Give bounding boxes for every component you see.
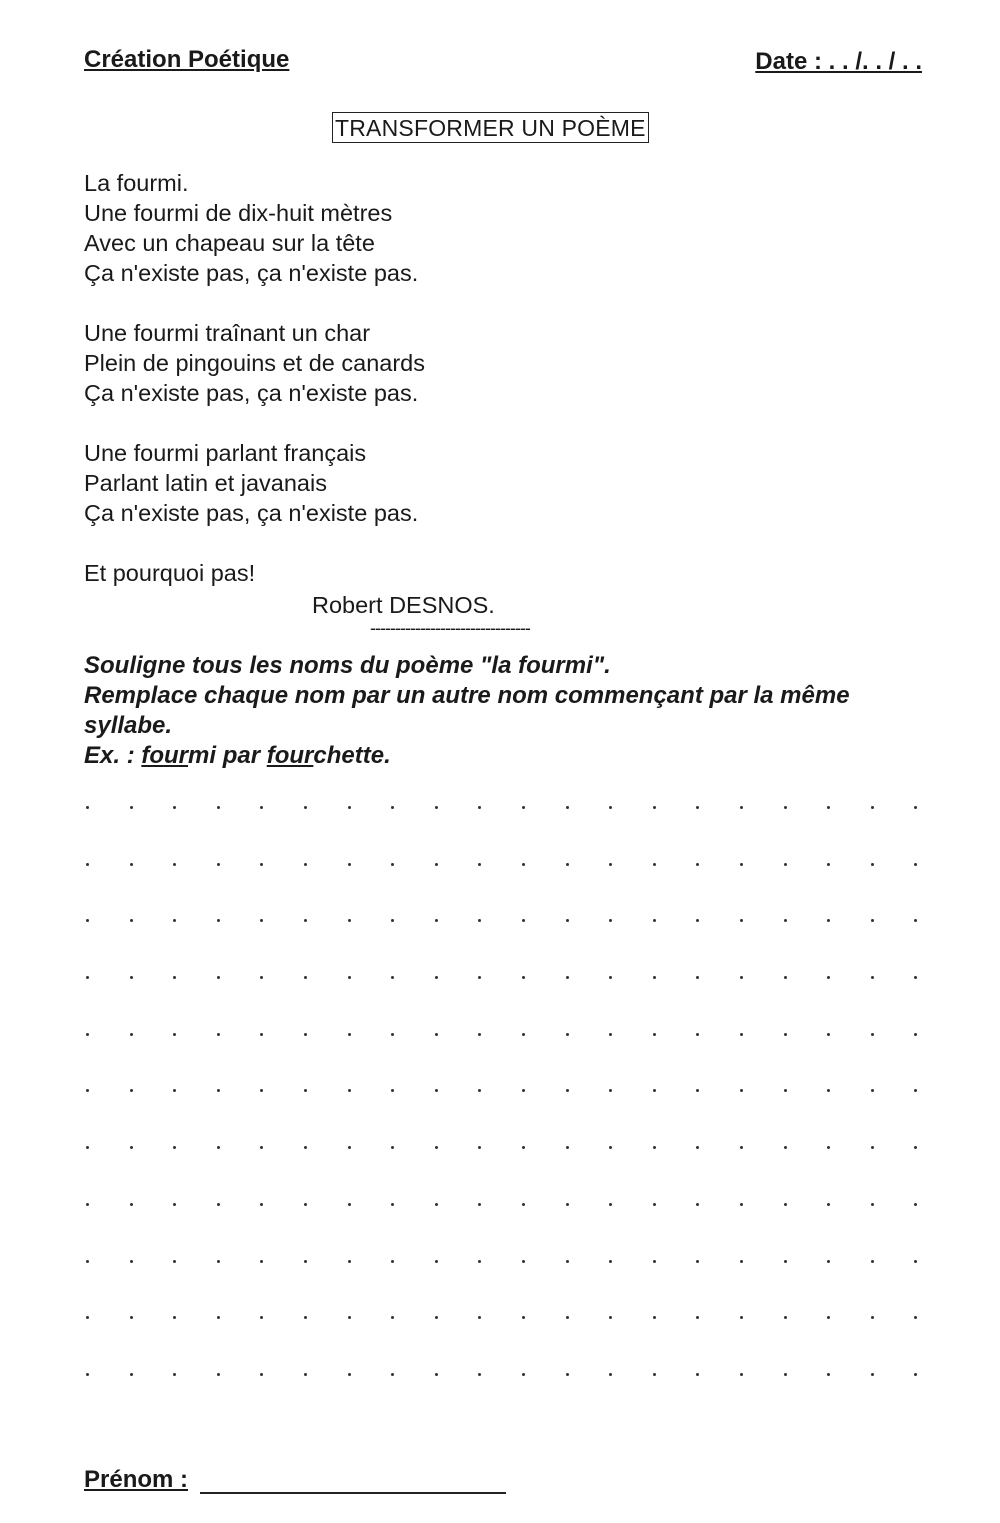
worksheet-title: TRANSFORMER UN POÈME <box>332 112 649 143</box>
dot <box>609 863 612 866</box>
dot <box>86 1203 89 1206</box>
dot <box>566 806 569 809</box>
dot <box>522 1260 525 1263</box>
dot <box>260 1316 263 1319</box>
dot <box>435 1089 438 1092</box>
dot <box>871 806 874 809</box>
dotted-line <box>82 1316 932 1373</box>
dot <box>304 1373 307 1376</box>
dot <box>478 1033 481 1036</box>
dot <box>871 1373 874 1376</box>
dot <box>914 919 917 922</box>
dot <box>260 1203 263 1206</box>
dot <box>784 1373 787 1376</box>
example-syllable: four <box>266 742 314 769</box>
dot <box>435 1316 438 1319</box>
dot <box>566 1033 569 1036</box>
dot <box>653 806 656 809</box>
dot <box>827 1089 830 1092</box>
dot <box>304 1146 307 1149</box>
dot <box>260 863 263 866</box>
dotted-writing-area[interactable] <box>82 806 932 1430</box>
dot <box>391 1033 394 1036</box>
dot <box>740 1203 743 1206</box>
dot <box>784 1203 787 1206</box>
dot <box>784 976 787 979</box>
dot <box>696 806 699 809</box>
dot <box>609 1203 612 1206</box>
dot <box>827 976 830 979</box>
dot <box>130 1146 133 1149</box>
dot <box>304 919 307 922</box>
dot <box>696 1146 699 1149</box>
dot <box>348 1203 351 1206</box>
dot <box>478 1373 481 1376</box>
dot <box>217 1260 220 1263</box>
dot <box>435 976 438 979</box>
dot <box>784 919 787 922</box>
date-field: Date : . . /. . / . . <box>755 48 922 75</box>
dot <box>217 806 220 809</box>
dot <box>653 919 656 922</box>
dot <box>435 1033 438 1036</box>
dot <box>173 1089 176 1092</box>
dotted-line <box>82 1033 932 1090</box>
dot <box>173 863 176 866</box>
dot <box>217 1203 220 1206</box>
dot <box>217 976 220 979</box>
poem-line: Une fourmi traînant un char <box>84 320 371 346</box>
dot <box>260 1033 263 1036</box>
dot <box>391 976 394 979</box>
dot <box>304 976 307 979</box>
dotted-line <box>82 1260 932 1317</box>
poem-author: Robert DESNOS. <box>312 592 495 618</box>
dot <box>260 1146 263 1149</box>
dot <box>914 1146 917 1149</box>
dot <box>653 1203 656 1206</box>
separator-line: -------------------------------- <box>370 618 530 638</box>
dot <box>86 1260 89 1263</box>
dot <box>914 806 917 809</box>
dot <box>348 1316 351 1319</box>
dot <box>740 806 743 809</box>
dot <box>86 1089 89 1092</box>
dot <box>914 1373 917 1376</box>
dot <box>784 1260 787 1263</box>
dot <box>871 1089 874 1092</box>
dot <box>522 1316 525 1319</box>
dot <box>260 919 263 922</box>
dot <box>653 1033 656 1036</box>
dot <box>130 863 133 866</box>
dot <box>566 1146 569 1149</box>
dotted-line <box>82 919 932 976</box>
dot <box>609 1260 612 1263</box>
dot <box>522 863 525 866</box>
dot <box>871 976 874 979</box>
dot <box>871 1203 874 1206</box>
dot <box>653 1316 656 1319</box>
dot <box>522 1089 525 1092</box>
dot <box>696 1260 699 1263</box>
dot <box>696 1316 699 1319</box>
dot <box>391 1316 394 1319</box>
dot <box>609 1089 612 1092</box>
dot <box>391 1146 394 1149</box>
poem-line: Une fourmi de dix-huit mètres <box>84 200 393 226</box>
dot <box>348 976 351 979</box>
dot <box>86 1316 89 1319</box>
dot <box>914 1089 917 1092</box>
instruction-line: Souligne tous les noms du poème "la fourmi". <box>84 652 611 679</box>
dot <box>653 1260 656 1263</box>
dot <box>784 1033 787 1036</box>
dotted-line <box>82 1203 932 1260</box>
dot <box>260 1373 263 1376</box>
dot <box>173 1260 176 1263</box>
dot <box>653 1089 656 1092</box>
dot <box>609 919 612 922</box>
dot <box>348 863 351 866</box>
dot <box>435 806 438 809</box>
dot <box>740 1089 743 1092</box>
poem-line: Et pourquoi pas! <box>84 560 256 586</box>
dot <box>173 976 176 979</box>
dot <box>609 1373 612 1376</box>
dot <box>173 1316 176 1319</box>
dot <box>566 919 569 922</box>
instruction-example <box>84 741 934 771</box>
dot <box>696 919 699 922</box>
dot <box>173 1373 176 1376</box>
dot <box>522 806 525 809</box>
dot <box>871 1260 874 1263</box>
dot <box>522 1373 525 1376</box>
dot <box>217 863 220 866</box>
dot <box>260 976 263 979</box>
dot <box>696 863 699 866</box>
dotted-line <box>82 806 932 863</box>
dot <box>740 1373 743 1376</box>
dot <box>478 863 481 866</box>
dot <box>260 1260 263 1263</box>
prenom-label: Prénom : <box>84 1466 189 1493</box>
example-word-rest: mi <box>188 742 217 769</box>
dot <box>609 1316 612 1319</box>
dot <box>914 1033 917 1036</box>
dot <box>740 863 743 866</box>
dot <box>173 806 176 809</box>
example-prefix: Ex. : <box>84 742 142 769</box>
dot <box>348 1146 351 1149</box>
dot <box>522 1033 525 1036</box>
dot <box>522 919 525 922</box>
dot <box>391 863 394 866</box>
dot <box>827 1033 830 1036</box>
dot <box>304 1316 307 1319</box>
dot <box>784 1146 787 1149</box>
dot <box>391 919 394 922</box>
dot <box>304 1260 307 1263</box>
dot <box>217 1089 220 1092</box>
dot <box>435 1146 438 1149</box>
dot <box>435 863 438 866</box>
dot <box>217 1373 220 1376</box>
dot <box>827 1373 830 1376</box>
example-connector: par <box>216 742 267 769</box>
dot <box>696 1033 699 1036</box>
dot <box>871 863 874 866</box>
dotted-line <box>82 976 932 1033</box>
dot <box>740 1316 743 1319</box>
dot <box>130 1033 133 1036</box>
dot <box>130 1089 133 1092</box>
dot <box>522 1146 525 1149</box>
dot <box>740 976 743 979</box>
dot <box>260 806 263 809</box>
dot <box>86 919 89 922</box>
dot <box>217 919 220 922</box>
instruction-line: Remplace chaque nom par un autre nom commençant par la même syllabe. <box>84 682 850 739</box>
dot <box>696 976 699 979</box>
example-word-rest: chette. <box>313 742 391 769</box>
dot <box>566 1260 569 1263</box>
dot <box>130 1203 133 1206</box>
dotted-line <box>82 863 932 920</box>
dot <box>217 1033 220 1036</box>
dot <box>435 919 438 922</box>
dot <box>696 1373 699 1376</box>
dot <box>566 1203 569 1206</box>
poem-line: Parlant latin et javanais <box>84 470 327 496</box>
dot <box>86 976 89 979</box>
dot <box>827 919 830 922</box>
dot <box>740 1146 743 1149</box>
dot <box>696 1089 699 1092</box>
dot <box>130 1316 133 1319</box>
dot <box>784 863 787 866</box>
dot <box>740 1033 743 1036</box>
dot <box>304 863 307 866</box>
dot <box>566 976 569 979</box>
dot <box>86 863 89 866</box>
worksheet-subject: Création Poétique <box>84 46 290 73</box>
dot <box>914 1260 917 1263</box>
dot <box>914 1203 917 1206</box>
dot <box>391 1373 394 1376</box>
dot <box>478 1260 481 1263</box>
poem-line: Plein de pingouins et de canards <box>84 350 425 376</box>
dot <box>173 1033 176 1036</box>
dot <box>130 806 133 809</box>
dot <box>827 1316 830 1319</box>
poem-line: La fourmi. <box>84 170 189 196</box>
dot <box>740 1260 743 1263</box>
dot <box>173 1146 176 1149</box>
dot <box>784 1089 787 1092</box>
dot <box>566 1089 569 1092</box>
dot <box>522 1203 525 1206</box>
dot <box>478 976 481 979</box>
dot <box>827 1203 830 1206</box>
dot <box>260 1089 263 1092</box>
dot <box>130 976 133 979</box>
dot <box>478 1146 481 1149</box>
prenom-input-line[interactable] <box>200 1492 506 1494</box>
poem-line: Ça n'existe pas, ça n'existe pas. <box>84 260 419 286</box>
example-syllable: four <box>141 742 189 769</box>
dot <box>348 806 351 809</box>
poem-line: Avec un chapeau sur la tête <box>84 230 375 256</box>
dot <box>435 1260 438 1263</box>
poem-line: Une fourmi parlant français <box>84 440 367 466</box>
dot <box>435 1373 438 1376</box>
dot <box>435 1203 438 1206</box>
dot <box>304 1033 307 1036</box>
dot <box>478 919 481 922</box>
dot <box>871 919 874 922</box>
dot <box>130 919 133 922</box>
dot <box>348 919 351 922</box>
dot <box>609 806 612 809</box>
dot <box>86 1146 89 1149</box>
dot <box>653 1146 656 1149</box>
dot <box>478 1203 481 1206</box>
dot <box>827 1146 830 1149</box>
dot <box>478 1316 481 1319</box>
instructions <box>84 651 934 771</box>
dotted-line <box>82 1373 932 1430</box>
dot <box>696 1203 699 1206</box>
dot <box>130 1260 133 1263</box>
dot <box>348 1373 351 1376</box>
dot <box>348 1033 351 1036</box>
dot <box>740 919 743 922</box>
dot <box>478 806 481 809</box>
dot <box>130 1373 133 1376</box>
dot <box>391 1089 394 1092</box>
dot <box>566 863 569 866</box>
dot <box>566 1373 569 1376</box>
dot <box>653 863 656 866</box>
dot <box>914 1316 917 1319</box>
dotted-line <box>82 1089 932 1146</box>
dot <box>914 976 917 979</box>
poem-line: Ça n'existe pas, ça n'existe pas. <box>84 380 419 406</box>
dotted-line <box>82 1146 932 1203</box>
dot <box>478 1089 481 1092</box>
dot <box>609 976 612 979</box>
dot <box>609 1033 612 1036</box>
dot <box>827 806 830 809</box>
poem-text <box>84 168 425 588</box>
dot <box>217 1146 220 1149</box>
dot <box>391 806 394 809</box>
dot <box>86 1373 89 1376</box>
dot <box>304 806 307 809</box>
dot <box>784 1316 787 1319</box>
dot <box>391 1260 394 1263</box>
dot <box>871 1146 874 1149</box>
dot <box>827 863 830 866</box>
dot <box>609 1146 612 1149</box>
dot <box>871 1316 874 1319</box>
poem-line: Ça n'existe pas, ça n'existe pas. <box>84 500 419 526</box>
dot <box>914 863 917 866</box>
dot <box>86 806 89 809</box>
dot <box>173 919 176 922</box>
dot <box>653 976 656 979</box>
dot <box>391 1203 394 1206</box>
dot <box>86 1033 89 1036</box>
dot <box>348 1089 351 1092</box>
dot <box>827 1260 830 1263</box>
dot <box>566 1316 569 1319</box>
dot <box>304 1203 307 1206</box>
dot <box>871 1033 874 1036</box>
dot <box>653 1373 656 1376</box>
dot <box>217 1316 220 1319</box>
dot <box>348 1260 351 1263</box>
dot <box>173 1203 176 1206</box>
dot <box>304 1089 307 1092</box>
dot <box>522 976 525 979</box>
dot <box>784 806 787 809</box>
